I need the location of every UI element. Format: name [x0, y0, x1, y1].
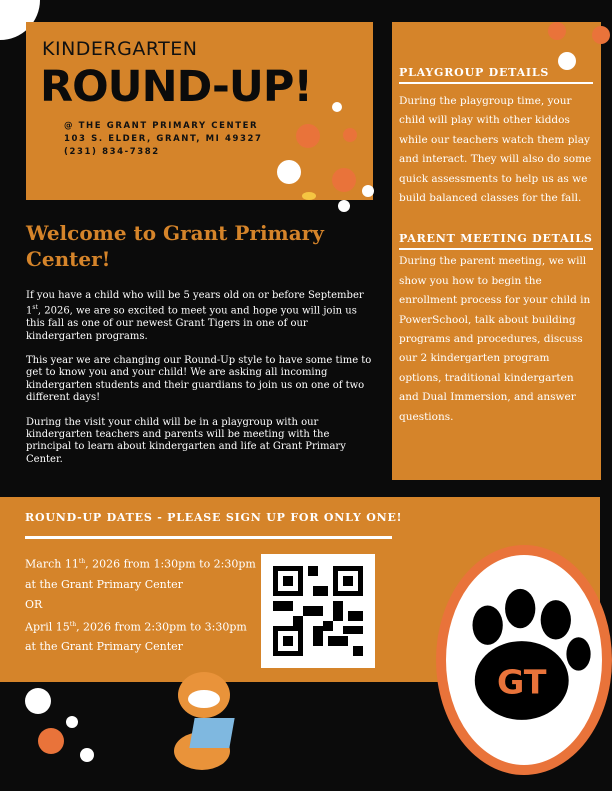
decor-dot — [362, 185, 374, 197]
details-column — [392, 22, 601, 480]
text: , 2026 from 2:30pm to 3:30pm — [76, 620, 247, 634]
decor-dot — [302, 192, 316, 200]
sup: th — [78, 558, 86, 565]
text: , 2026, we are so excited to meet you and hope you will join us this fall as one of our newest Grant Tigers in one of our kindergarten programs. — [26, 305, 357, 342]
address-line: @ THE GRANT PRIMARY CENTER — [64, 121, 259, 131]
title-block — [26, 22, 373, 200]
text: If you have a child who will be 5 years old on or before September 1 — [26, 290, 364, 317]
date-1 — [25, 552, 256, 575]
decor-dot — [332, 102, 342, 112]
paragraph — [26, 290, 372, 343]
decor-dot — [80, 748, 94, 762]
playgroup-text: During the playgroup time, your child will play with other kiddos while our teachers watch them play and interact. They will also do some quick assessments to help us as we build balanced classes for the fall. — [399, 95, 592, 205]
sup: th — [69, 620, 77, 628]
playgroup-heading: PLAYGROUP DETAILS — [399, 66, 593, 84]
decor-dot — [338, 200, 350, 212]
welcome-heading: Welcome to Grant Primary Center! — [26, 221, 324, 271]
dates-heading: ROUND-UP DATES - PLEASE SIGN UP FOR ONLY ONE! — [25, 511, 403, 524]
decor-dot — [592, 26, 610, 44]
decor-dot — [343, 128, 357, 142]
parent-text: During the parent meeting, we will show you how to begin the enrollment process for your child in PowerSchool, talk about building programs and procedures, discuss our 2 kindergarten program options, traditional kindergarten and Dual Immersion, and answer questions. — [399, 255, 591, 423]
paragraph: During the visit your child will be in a playgroup with our kindergarten teachers and parents will be meeting with the principal to learn about kindergarten and life at Grant Primary Center. — [26, 416, 346, 465]
divider — [25, 536, 392, 539]
qr-code[interactable] — [261, 554, 375, 668]
tiger-mascot-icon — [170, 672, 240, 772]
text: , 2026 from 1:30pm to 2:30pm — [85, 557, 256, 571]
kicker: KINDERGARTEN — [42, 38, 198, 60]
paw-icon — [446, 555, 602, 765]
sup: st — [32, 304, 38, 312]
intro-text — [26, 290, 372, 478]
or-label: OR — [25, 597, 43, 611]
decor-dot — [38, 728, 64, 754]
address — [64, 120, 263, 159]
qr-icon — [273, 566, 363, 656]
page-title: ROUND-UP! — [40, 62, 312, 112]
decor-dot — [332, 168, 356, 192]
text: April 15 — [25, 620, 70, 634]
decor-dot — [66, 716, 78, 728]
logo-text: GT — [496, 662, 547, 702]
location: at the Grant Primary Center — [25, 577, 183, 591]
date-2 — [25, 615, 256, 638]
text: March 11 — [25, 557, 79, 571]
address-line: 103 S. ELDER, GRANT, MI 49327 — [64, 134, 263, 144]
decor-dot — [25, 688, 51, 714]
decor-dot — [277, 160, 301, 184]
decor-dot — [558, 52, 576, 70]
decor-dot — [296, 124, 320, 148]
grant-tigers-logo — [436, 545, 612, 775]
location: at the Grant Primary Center — [25, 640, 183, 654]
parent-heading: PARENT MEETING DETAILS — [399, 232, 593, 250]
phone: (231) 834-7382 — [64, 147, 160, 157]
dates-list — [25, 552, 256, 657]
paragraph: This year we are changing our Round-Up style to have some time to get to know you and your child! We are asking all incoming kindergarten students and their guardians to join us on one of two different days! — [26, 354, 372, 404]
decor-dot — [548, 22, 566, 40]
